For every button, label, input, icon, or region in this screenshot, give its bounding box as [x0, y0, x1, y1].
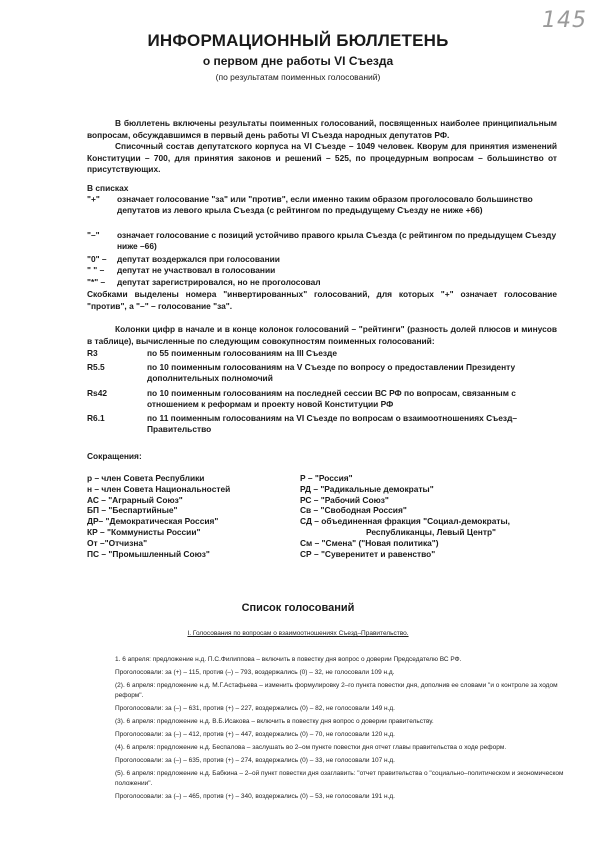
- abbreviation-item-continued: Республиканцы, Левый Центр": [366, 526, 497, 537]
- abbreviation-item: р – член Совета Республики: [87, 473, 205, 483]
- abbreviations-heading: Сокращения:: [87, 451, 142, 461]
- vote-result: Проголосовали: за (–) – 635, против (+) – 274, воздержались (0) – 33, не голосовали 107 н.д.: [115, 757, 395, 764]
- legend-symbol: "0" –: [87, 254, 107, 264]
- legend-text: депутат зарегистрировался, но не проголосовал: [117, 277, 321, 287]
- vote-item: (5). 6 апреля: предложение н.д. Бабкина – 2–ой пункт повестки дня озаглавить: "отчет правительства о "социально–политическом и экономическом положении".: [115, 770, 564, 787]
- vote-result: Проголосовали: за (–) – 631, против (+) – 227, воздержались (0) – 82, не голосовали 149 н.д.: [115, 705, 395, 712]
- intro-text-2: Списочный состав депутатского корпуса на VI Съезде – 1049 человек. Кворум для принятия изменений Конституции – 700, для принятия законов и решений – 525, по процедурным вопросам – большинство от присутствующих.: [87, 141, 557, 175]
- legend-symbol: "*" –: [87, 277, 106, 287]
- rating-code: Rs42: [87, 388, 108, 398]
- vote-result: Проголосовали: за (–) – 412, против (+) – 447, воздержались (0) – 70, не голосовали 120 н.д.: [115, 731, 395, 738]
- bulletin-subtitle: о первом дне работы VI Съезда: [202, 54, 394, 68]
- legend-heading: В списках: [87, 183, 129, 193]
- legend-text: депутат воздержался при голосовании: [117, 254, 280, 264]
- legend-text: депутат не участвовал в голосовании: [117, 265, 276, 275]
- abbreviation-item: РД – "Радикальные демократы": [300, 483, 434, 494]
- abbreviations-left-column: [87, 473, 230, 559]
- legend-symbol: " " –: [87, 265, 105, 275]
- rating-code: R5.5: [87, 362, 105, 372]
- votes-section-subtitle: I. Голосования по вопросам о взаимоотношениях Съезд–Правительство.: [187, 630, 409, 637]
- vote-item: (3). 6 апреля: предложение н.д. В.Б.Исакова – включить в повестку дня вопрос о доверии правительству.: [115, 718, 434, 725]
- intro-text-1: В бюллетень включены результаты поименных голосований, посвященных наиболее принципиальным вопросам, обсуждавшимся в первый день работы VI Съезда народных депутатов РФ.: [87, 118, 557, 140]
- legend-text: означает голосование "за" или "против", если именно таким образом проголосовало большинство депутатов из левого крыла Съезда (с рейтингом по предыдущему Съезду не ниже +66): [117, 194, 533, 216]
- intro-paragraph-2: [87, 141, 557, 176]
- abbreviation-item: Св – "Свободная Россия": [300, 505, 407, 516]
- rating-text: по 55 поименным голосованиям на III Съезде: [147, 348, 337, 358]
- vote-item: (4). 6 апреля: предложение н.д. Беспалова – заслушать во 2–ом пункте повестки дня отчет главы правительства о ходе реформ.: [115, 744, 507, 751]
- vote-item: (2). 6 апреля: предложение н.д. М.Г.Астафьева – изменить формулировку 2–го пункта повестки дня, дополнив ее словами "и о контроле за ходом реформ".: [115, 682, 558, 699]
- rating-text: по 10 поименным голосованиям на последней сессии ВС РФ по вопросам, связанным с отношением к реформам и проекту новой Конституции РФ: [147, 388, 516, 410]
- legend-symbol: "+": [87, 194, 100, 204]
- rating-text: по 11 поименным голосованиям на VI Съезде по вопросам о взаимоотношениях Съезд–Правительство: [147, 413, 518, 435]
- abbreviation-item: АС – "Аграрный Союз": [87, 494, 183, 505]
- ratings-intro-text: Колонки цифр в начале и в конце колонок голосований – "рейтинги" (разность долей плюсов и минусов в таблице), вычисленные по следующим совокупностям поименных голосований:: [87, 324, 557, 346]
- rating-text: по 10 поименным голосованиям на V Съезде по вопросу о предоставлении Президенту дополнительных полномочий: [147, 362, 516, 384]
- abbreviations-right-column: [300, 473, 510, 559]
- abbreviation-item: н – член Совета Национальностей: [87, 483, 231, 494]
- legend-text: означает голосование с позиций устойчиво правого крыла Съезда (с рейтингом по предыдущем Съезду ниже –66): [117, 230, 557, 252]
- abbreviation-item: ДР– "Демократическая Россия": [87, 516, 219, 527]
- abbreviation-item: От –"Отчизна": [87, 537, 148, 548]
- legend-symbol: "–": [87, 230, 100, 240]
- bulletin-subtitle-note: (по результатам поименных голосований): [215, 72, 381, 82]
- abbreviation-item: ПС – "Промышленный Союз": [87, 548, 210, 559]
- abbreviation-item: СР – "Суверенитет и равенство": [300, 548, 436, 559]
- vote-result: Проголосовали: за (+) – 115, против (–) – 793, воздержались (0) – 32, не голосовали 109 н.д.: [115, 669, 395, 676]
- abbreviation-item: БП – "Беспартийные": [87, 505, 178, 516]
- legend-note: Скобками выделены номера "инвертированных" голосований, для которых "+" означает голосование "против", а "–" – голосование "за".: [87, 289, 557, 311]
- handwritten-page-number: 145: [542, 8, 587, 33]
- rating-code: R3: [87, 348, 98, 358]
- abbreviation-item: СД – объединенная фракция "Социал-демократы,: [300, 516, 510, 527]
- intro-paragraph-1: [87, 118, 557, 141]
- abbreviation-item: РС – "Рабочий Союз": [300, 494, 389, 505]
- vote-result: Проголосовали: за (–) – 465, против (+) – 340, воздержались (0) – 53, не голосовали 191 н.д.: [115, 793, 395, 800]
- vote-item: 1. 6 апреля: предложение н.д. П.С.Филиппова – включить в повестку дня вопрос о доверии Председателю ВС РФ.: [115, 656, 462, 663]
- abbreviation-item: КР – "Коммунисты России": [87, 526, 201, 537]
- votes-section-title: Список голосований: [241, 602, 355, 614]
- abbreviation-item: См – "Смена" ("Новая политика"): [300, 537, 439, 548]
- bulletin-title: ИНФОРМАЦИОННЫЙ БЮЛЛЕТЕНЬ: [147, 31, 449, 50]
- rating-code: R6.1: [87, 413, 105, 423]
- ratings-intro: [87, 324, 557, 347]
- abbreviation-item: Р – "Россия": [300, 473, 353, 483]
